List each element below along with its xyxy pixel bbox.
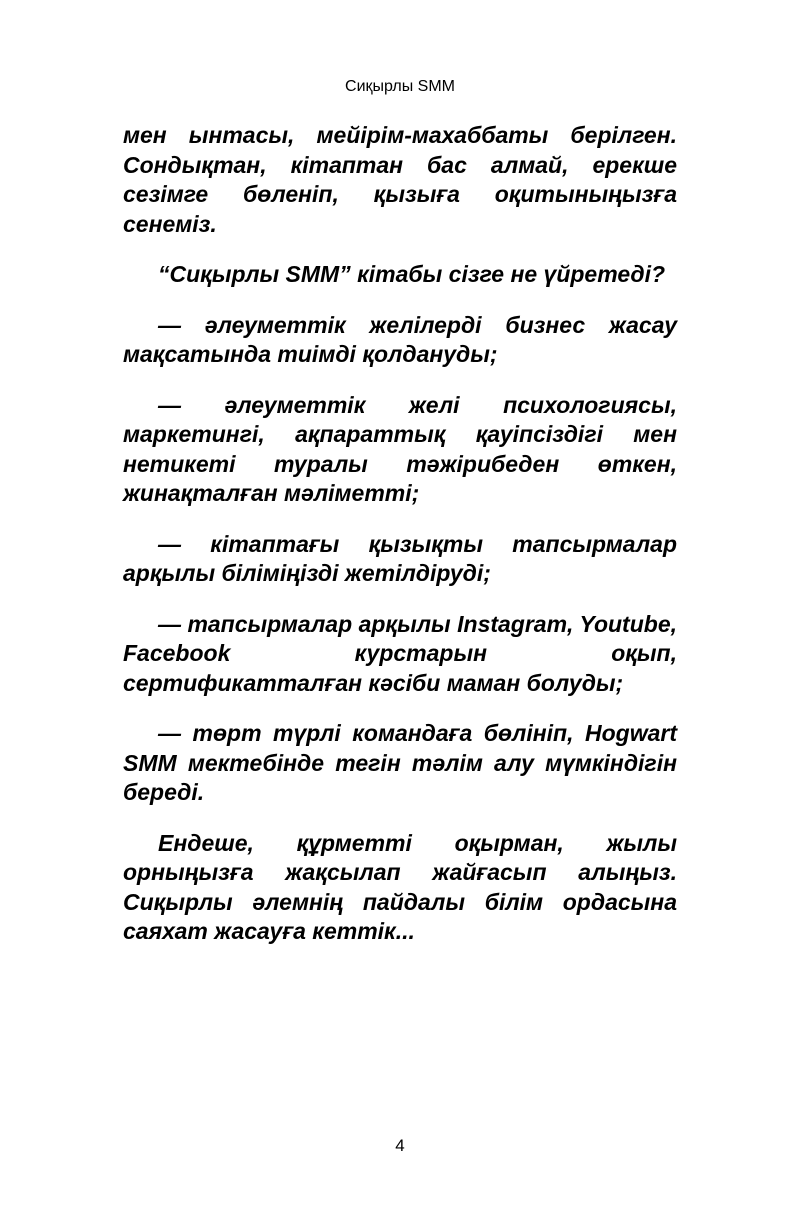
paragraph-question: “Сиқырлы SMM” кітабы сізге не үйретеді? <box>158 261 666 287</box>
page-number: 4 <box>395 1136 405 1155</box>
list-item-teams: — төрт түрлі командаға бөлініп, Hogwart SMM мектебінде тегін тәлім алу мүмкіндігін береді. <box>123 720 677 805</box>
list-item-psychology: — әлеуметтік желі психологиясы, маркетингі, ақпараттық қауіпсіздігі мен нетикеті туралы тәжірибеден өткен, жинақталған мәліметті; <box>123 391 677 506</box>
body-text <box>123 121 677 947</box>
list-item-courses: — тапсырмалар арқылы Instagram, Youtube, Facebook курстарын оқып, сертификатталған кәсіби маман болуды; <box>123 610 677 696</box>
list-item-social-networks: — әлеуметтік желілерді бизнес жасау мақсатында тиімді қолдануды; <box>123 311 677 367</box>
list-item-tasks: — кітаптағы қызықты тапсырмалар арқылы біліміңізді жетілдіруді; <box>123 530 677 586</box>
paragraph-closing: Ендеше, құрметті оқырман, жылы орныңызға жақсылап жайғасып алыңыз. Сиқырлы әлемнің пайдалы білім ордасына саяхат жасауға кеттік... <box>123 829 677 944</box>
running-header: Сиқырлы SMM <box>345 78 455 95</box>
paragraph-continuation: мен ынтасы, мейірім-махаббаты берілген. Сондықтан, кітаптан бас алмай, ерекше сезімге бөленіп, қызыға оқитыныңызға сенеміз. <box>123 122 677 237</box>
